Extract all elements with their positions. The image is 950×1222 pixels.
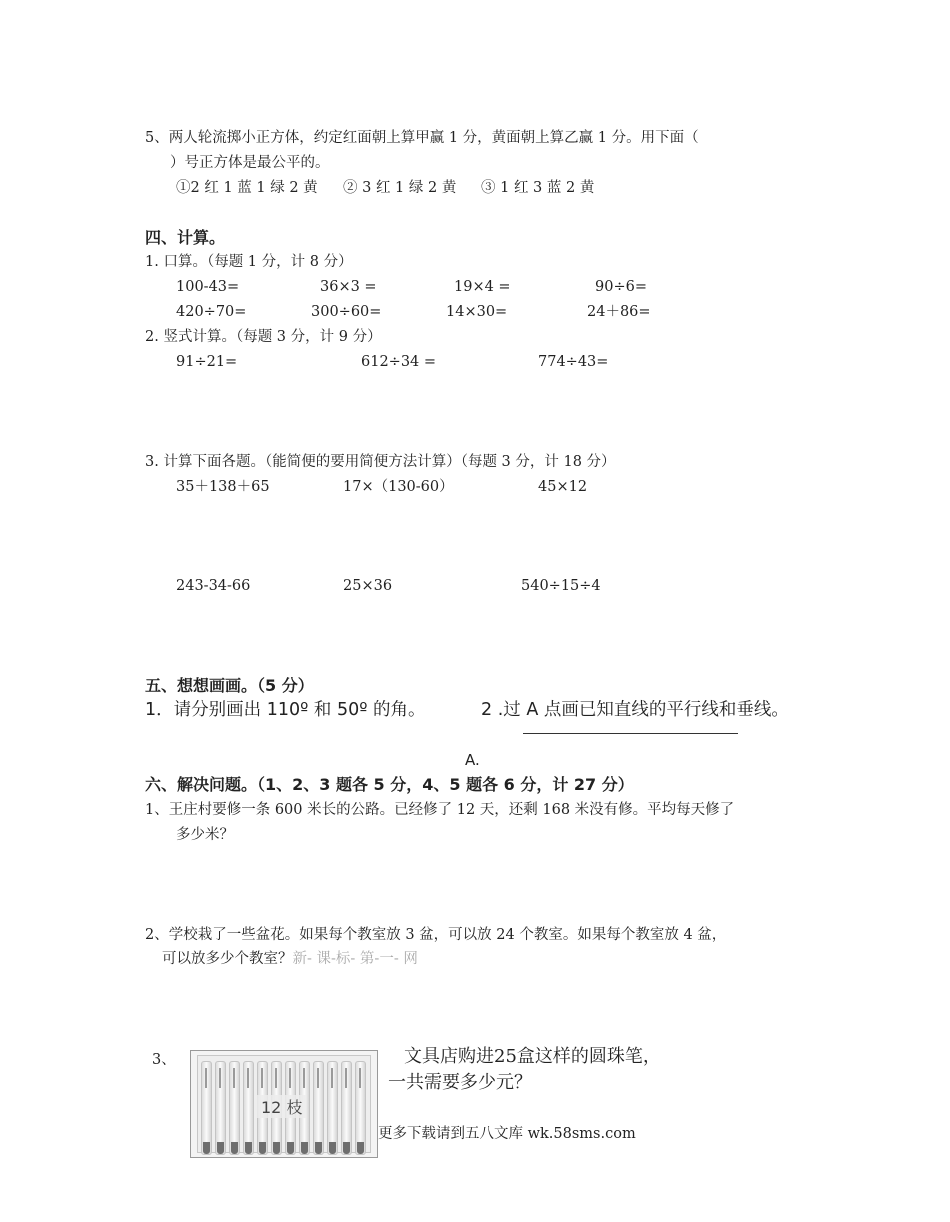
vertical-calc-item: 612÷34 = [361, 354, 437, 370]
section5-q2: 2 .过 A 点画已知直线的平行线和垂线。 [481, 700, 789, 720]
section4-title: 四、计算。 [145, 228, 226, 247]
oral-calc-item: 100-43= [176, 279, 240, 295]
section6-title: 六、解决问题。（1、2、3 题各 5 分，4、5 题各 6 分，计 27 分） [145, 775, 634, 794]
footer-download-text: 更多下载请到五八文库 wk.58sms.com [378, 1126, 636, 1142]
pen-icon [201, 1061, 212, 1155]
calc-item: 243-34-66 [176, 578, 251, 594]
oral-calc-item: 420÷70= [176, 304, 247, 320]
oral-calc-item: 90÷6= [595, 279, 647, 295]
q5-option-1: ①2 红 1 蓝 1 绿 2 黄 [176, 180, 318, 196]
oral-calc-item: 14×30= [446, 304, 508, 320]
section4-p2-title: 2. 竖式计算。（每题 3 分，计 9 分） [145, 329, 382, 345]
watermark-text: 新- 课-标- 第-一- 网 [292, 951, 418, 967]
calc-item: 35＋138＋65 [176, 479, 270, 495]
oral-calc-item: 24＋86= [587, 304, 651, 320]
vertical-calc-item: 91÷21= [176, 354, 238, 370]
section5-title: 五、想想画画。（5 分） [145, 676, 314, 695]
section6-q3-line2: 一共需要多少元？ [388, 1072, 532, 1093]
pen-icon [215, 1061, 226, 1155]
pen-icon [355, 1061, 366, 1155]
section6-q1-line2: 多少米？ [176, 827, 234, 843]
given-line [523, 733, 738, 734]
point-a-label: A. [465, 751, 480, 769]
vertical-calc-item: 774÷43= [538, 354, 609, 370]
calc-item: 540÷15÷4 [521, 578, 601, 594]
section6-q3-line1: 文具店购进25盒这样的圆珠笔， [404, 1046, 661, 1067]
oral-calc-item: 300÷60= [311, 304, 382, 320]
pen-icon [327, 1061, 338, 1155]
calc-item: 25×36 [343, 578, 393, 594]
pen-icon [229, 1061, 240, 1155]
q5-line2: ）号正方体是最公平的。 [170, 155, 330, 171]
pen-icon [243, 1061, 254, 1155]
q5-line1: 5、两人轮流掷小正方体，约定红面朝上算甲赢 1 分，黄面朝上算乙赢 1 分。用下面（ [145, 130, 699, 146]
section4-p3-title: 3. 计算下面各题。（能简便的要用简便方法计算）（每题 3 分，计 18 分） [145, 454, 616, 470]
pen-icon [341, 1061, 352, 1155]
section6-q1-line1: 1、王庄村要修一条 600 米长的公路。已经修了 12 天，还剩 168 米没有修。平均每天修了 [145, 802, 735, 818]
section6-q2-line2-text: 可以放多少个教室？ [162, 951, 293, 967]
q5-option-3: ③ 1 红 3 蓝 2 黄 [481, 180, 595, 196]
section6-q2-line2 [162, 950, 418, 968]
q5-option-2: ② 3 红 1 绿 2 黄 [343, 180, 457, 196]
section6-q2-line1: 2、学校栽了一些盆花。如果每个教室放 3 盆，可以放 24 个教室。如果每个教室放 4 盆， [145, 927, 727, 943]
pen-icon [313, 1061, 324, 1155]
section5-q1: 1．请分别画出 110º 和 50º 的角。 [145, 700, 426, 720]
calc-item: 17×（130-60） [343, 479, 454, 495]
oral-calc-item: 19×4 = [454, 279, 511, 295]
oral-calc-item: 36×3 = [320, 279, 377, 295]
section4-p1-title: 1. 口算。（每题 1 分，计 8 分） [145, 254, 353, 270]
calc-item: 45×12 [538, 479, 588, 495]
pen-box-image [190, 1050, 378, 1158]
pen-count-label: 12 枝 [257, 1095, 306, 1118]
section6-q3-number: 3、 [152, 1052, 176, 1068]
